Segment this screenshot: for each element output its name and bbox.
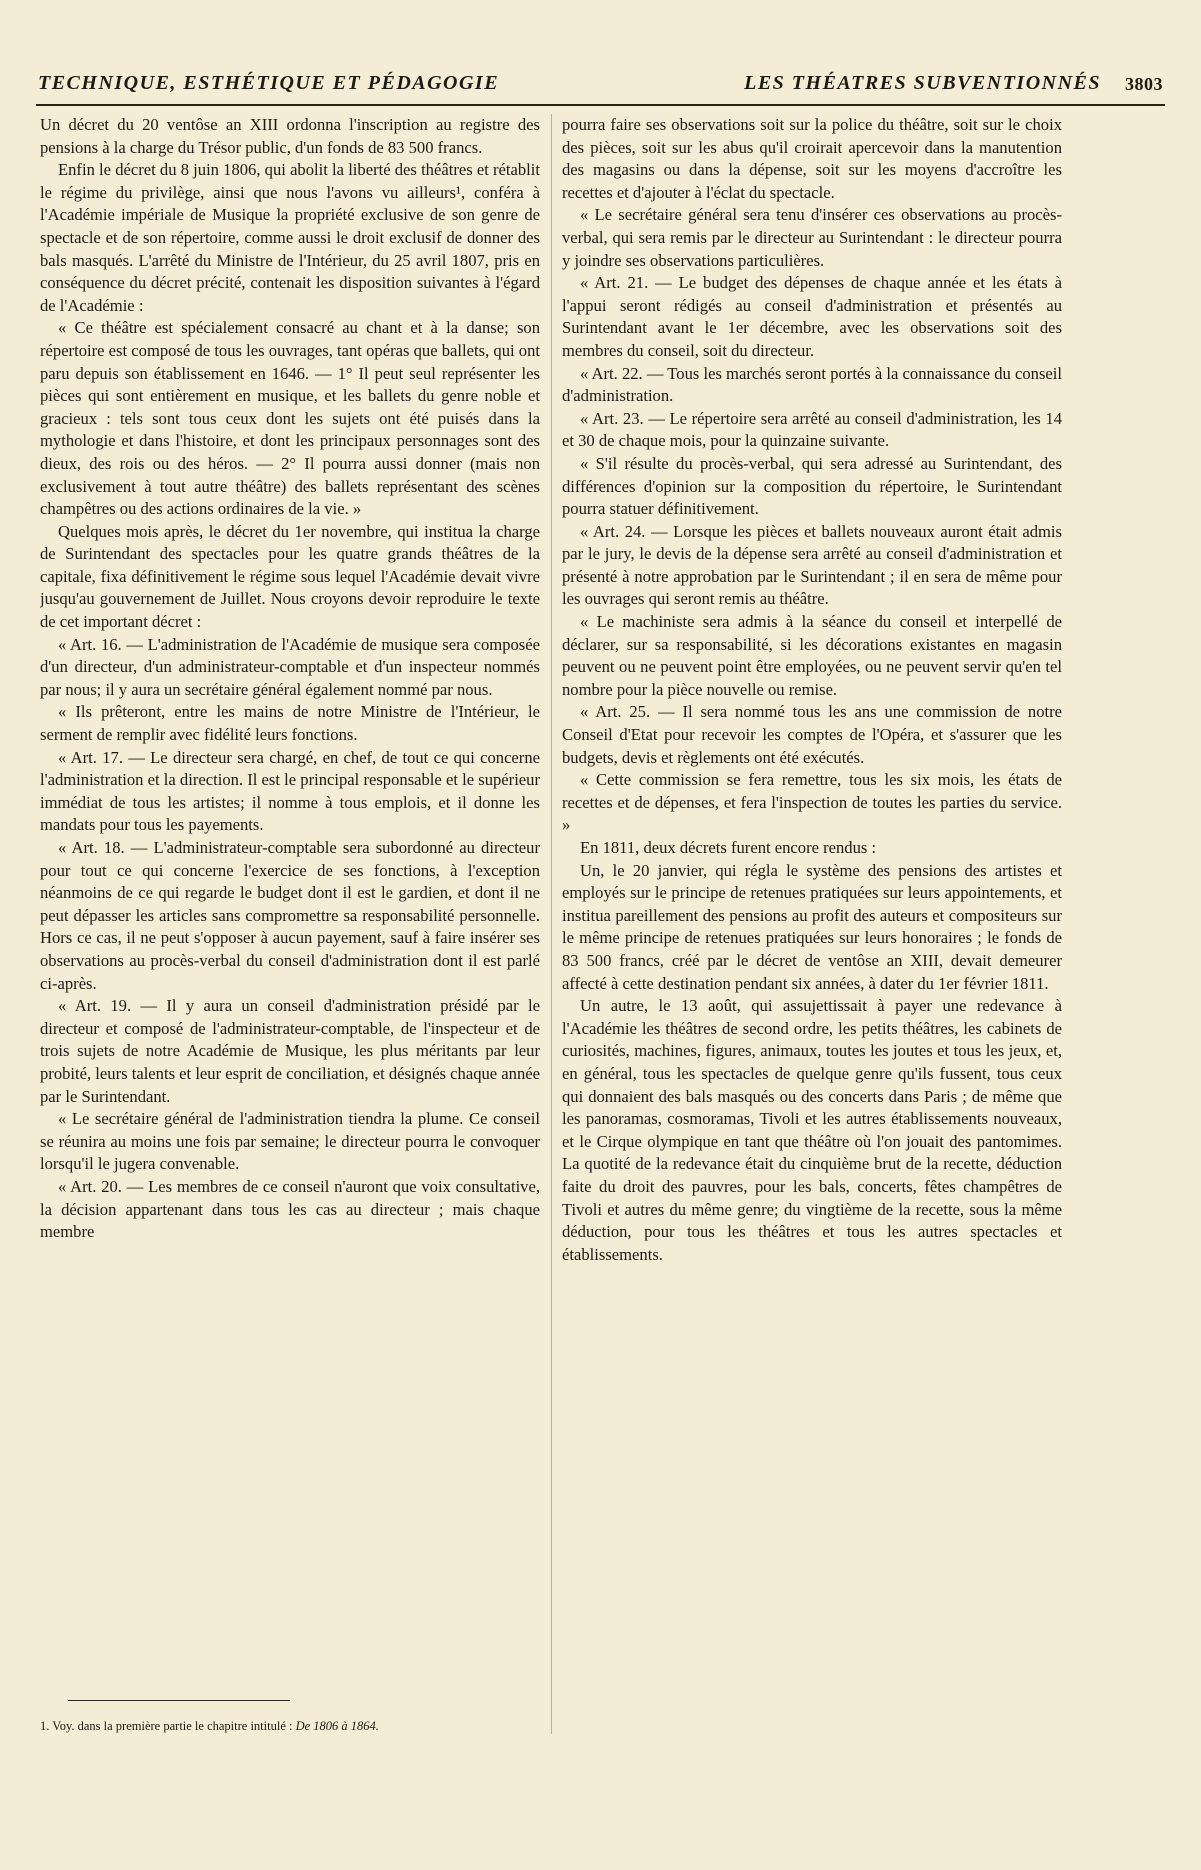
- paragraph: « Art. 23. — Le répertoire sera arrêté au conseil d'administration, les 14 et 30 de chaque mois, pour la quinzaine suivante.: [562, 408, 1062, 451]
- paragraph: « Art. 22. — Tous les marchés seront portés à la connaissance du conseil d'administration.: [562, 363, 1062, 406]
- paragraph: Quelques mois après, le décret du 1er novembre, qui institua la charge de Surintendant des spectacles pour les quatre grands théâtres de la capitale, fixa définitivement le régime sous lequel l'Académie devait vivre jusqu'au gouvernement de Juillet. Nous croyons devoir reproduire le texte de cet important décret :: [40, 521, 540, 632]
- paragraph: « Le secrétaire général de l'administration tiendra la plume. Ce conseil se réunira au moins une fois par semaine; le directeur pourra le convoquer lorsqu'il le jugera convenable.: [40, 1109, 540, 1174]
- footnote-rule: [68, 1700, 290, 1701]
- paragraph: « Art. 19. — Il y aura un conseil d'administration présidé par le directeur et composé de l'administrateur-comptable, de l'inspecteur et de trois sujets de notre Académie de Musique, les plus méritants par leur probité, leurs talents et leur esprit de conciliation, et désignés chaque année par le Surintendant.: [40, 996, 540, 1106]
- paragraph: « S'il résulte du procès-verbal, qui sera adressé au Surintendant, des différences d'opinion sur la composition du répertoire, le Surintendant pourra statuer définitivement.: [562, 453, 1062, 519]
- page-number: 3803: [1125, 74, 1163, 94]
- left-column: [40, 114, 540, 1724]
- paragraph: « Le machiniste sera admis à la séance du conseil et interpellé de déclarer, sur sa responsabilité, si les décorations existantes en magasin peuvent ou ne peuvent point être employées, ou ne peuvent servir qu'en tel nombre pour la pièce nouvelle ou remise.: [562, 612, 1062, 699]
- paragraph: Un décret du 20 ventôse an XIII ordonna l'inscription au registre des pensions à la charge du Trésor public, d'un fonds de 83 500 francs.: [40, 115, 540, 157]
- header-section-title: TECHNIQUE, ESTHÉTIQUE ET PÉDAGOGIE: [38, 72, 500, 94]
- footnote-text: 1. Voy. dans la première partie le chapitre intitulé :: [40, 1719, 293, 1733]
- paragraph: « Art. 21. — Le budget des dépenses de chaque année et les états à l'appui seront rédigés au conseil d'administration et présentés au Surintendant avant le 1er décembre, avec les observations soit des membres du conseil, soit du directeur.: [562, 273, 1062, 360]
- paragraph: « Art. 24. — Lorsque les pièces et ballets nouveaux auront était admis par le jury, le devis de la dépense sera arrêté au conseil d'administration et présenté à notre approbation par le Surintendant ; il en sera de même pour les ouvrages qui seront remis au théâtre.: [562, 521, 1062, 609]
- header-chapter-title: LES THÉATRES SUBVENTIONNÉS: [744, 72, 1101, 94]
- paragraph: « Art. 25. — Il sera nommé tous les ans une commission de notre Conseil d'Etat pour recevoir les comptes de l'Opéra, et s'assurer que les budgets, devis et règlements ont été exécutés.: [562, 702, 1062, 767]
- paragraph: « Ce théâtre est spécialement consacré au chant et à la danse; son répertoire est composé de tous les ouvrages, tant opéras que ballets, qui ont paru depuis son établissement en 1646. — 1° Il peut seul représenter les pièces qui sont entièrement en musique, et les ballets du genre noble et gracieux : tels sont tous ceux dont les sujets ont été puisés dans la mythologie et dans l'histoire, et dont les principaux personnages sont des dieux, des rois ou des héros. — 2° Il pourra aussi donner (mais non exclusivement à tout autre théâtre) des ballets représentant des scènes champêtres ou des actions ordinaires de la vie. »: [40, 318, 540, 519]
- footnote-italic: De 1806 à 1864.: [295, 1719, 379, 1733]
- paragraph: Un, le 20 janvier, qui régla le système des pensions des artistes et employés sur le principe de retenues pratiquées sur leurs appointements, et institua pareillement des pensions au profit des auteurs et compositeurs sur le même principe de retenues pratiquées sur leurs honoraires ; le fonds de 83 500 francs, créé par le décret de ventôse an XIII, devait demeurer affecté à cette destination pendant six années, à dater du 1er février 1811.: [562, 860, 1062, 993]
- paragraph: « Art. 16. — L'administration de l'Académie de musique sera composée d'un directeur, d'un administrateur-comptable et d'un inspecteur nommés par nous; il y aura un secrétaire général également nommé par nous.: [40, 634, 540, 699]
- column-divider: [551, 114, 552, 1734]
- running-header: [38, 72, 1163, 102]
- paragraph: En 1811, deux décrets furent encore rendus :: [580, 838, 877, 857]
- paragraph: « Art. 20. — Les membres de ce conseil n'auront que voix consultative, la décision appartenant dans tous les cas au directeur ; mais chaque membre: [40, 1176, 540, 1242]
- paragraph: Un autre, le 13 août, qui assujettissait à payer une redevance à l'Académie les théâtres de second ordre, les petits théâtres, les cabinets de curiosités, machines, figures, animaux, toutes les joutes et tous les jeux, et, en général, tous les spectacles de quelque genre qu'ils fussent, tous ceux qui donnaient des bals masqués ou des concerts dans Paris ; de même que les panoramas, cosmoramas, Tivoli et les autres établissements nouveaux, et le Cirque olympique en tant que théâtre où l'on jouait des pantomimes. La quotité de la redevance était du cinquième brut de la recette, déduction faite du droit des pauvres, pour les bals, concerts, fêtes champêtres de Tivoli et autres du même genre; du vingtième de la recette, sous la même déduction, pour tous les théâtres et tous les autres spectacles et établissements.: [562, 996, 1062, 1264]
- header-rule: [36, 104, 1165, 106]
- footnote: [40, 1718, 540, 1734]
- paragraph: « Art. 18. — L'administrateur-comptable sera subordonné au directeur pour tout ce qui concerne l'exercice de ses fonctions, à l'exception néanmoins de ce qui regarde le budget dont il est le gardien, et dont il ne peut dépasser les articles sans compromettre sa responsabilité personnelle. Hors ce cas, il ne peut s'opposer à aucun payement, sauf à faire insérer ses observations au procès-verbal du conseil d'administration dont il est parlé ci-après.: [40, 838, 540, 993]
- paragraph: Enfin le décret du 8 juin 1806, qui abolit la liberté des théâtres et rétablit le régime du privilège, ainsi que nous l'avons vu ailleurs¹, conféra à l'Académie impériale de Musique la propriété exclusive de son genre de spectacle et de son répertoire, comme aussi le droit exclusif de donner des bals masqués. L'arrêté du Ministre de l'Intérieur, du 25 avril 1807, pris en conséquence du décret précité, contenait les disposition suivantes à l'égard de l'Académie :: [40, 160, 540, 315]
- paragraph: « Ils prêteront, entre les mains de notre Ministre de l'Intérieur, le serment de remplir avec fidélité leurs fonctions.: [40, 702, 540, 745]
- paragraph: « Cette commission se fera remettre, tous les six mois, les états de recettes et de dépenses, et fera l'inspection de toutes les parties du service. »: [562, 770, 1062, 835]
- right-column: [562, 114, 1062, 1764]
- paragraph: pourra faire ses observations soit sur la police du théâtre, soit sur le choix des pièces, soit sur les abus qu'il croirait apercevoir dans la manutention des magasins ou dans la dépense, soit sur les moyens d'accroître les recettes et d'ajouter à l'éclat du spectacle.: [562, 115, 1062, 202]
- paragraph: « Le secrétaire général sera tenu d'insérer ces observations au procès-verbal, qui sera remis par le directeur au Surintendant : le directeur pourra y joindre ses observations particulières.: [562, 205, 1062, 270]
- paragraph: « Art. 17. — Le directeur sera chargé, en chef, de tout ce qui concerne l'administration et la direction. Il est le principal responsable et le supérieur immédiat de tous les artistes; il nomme à tous emplois, et il donne les mandats pour tous les payements.: [40, 747, 540, 835]
